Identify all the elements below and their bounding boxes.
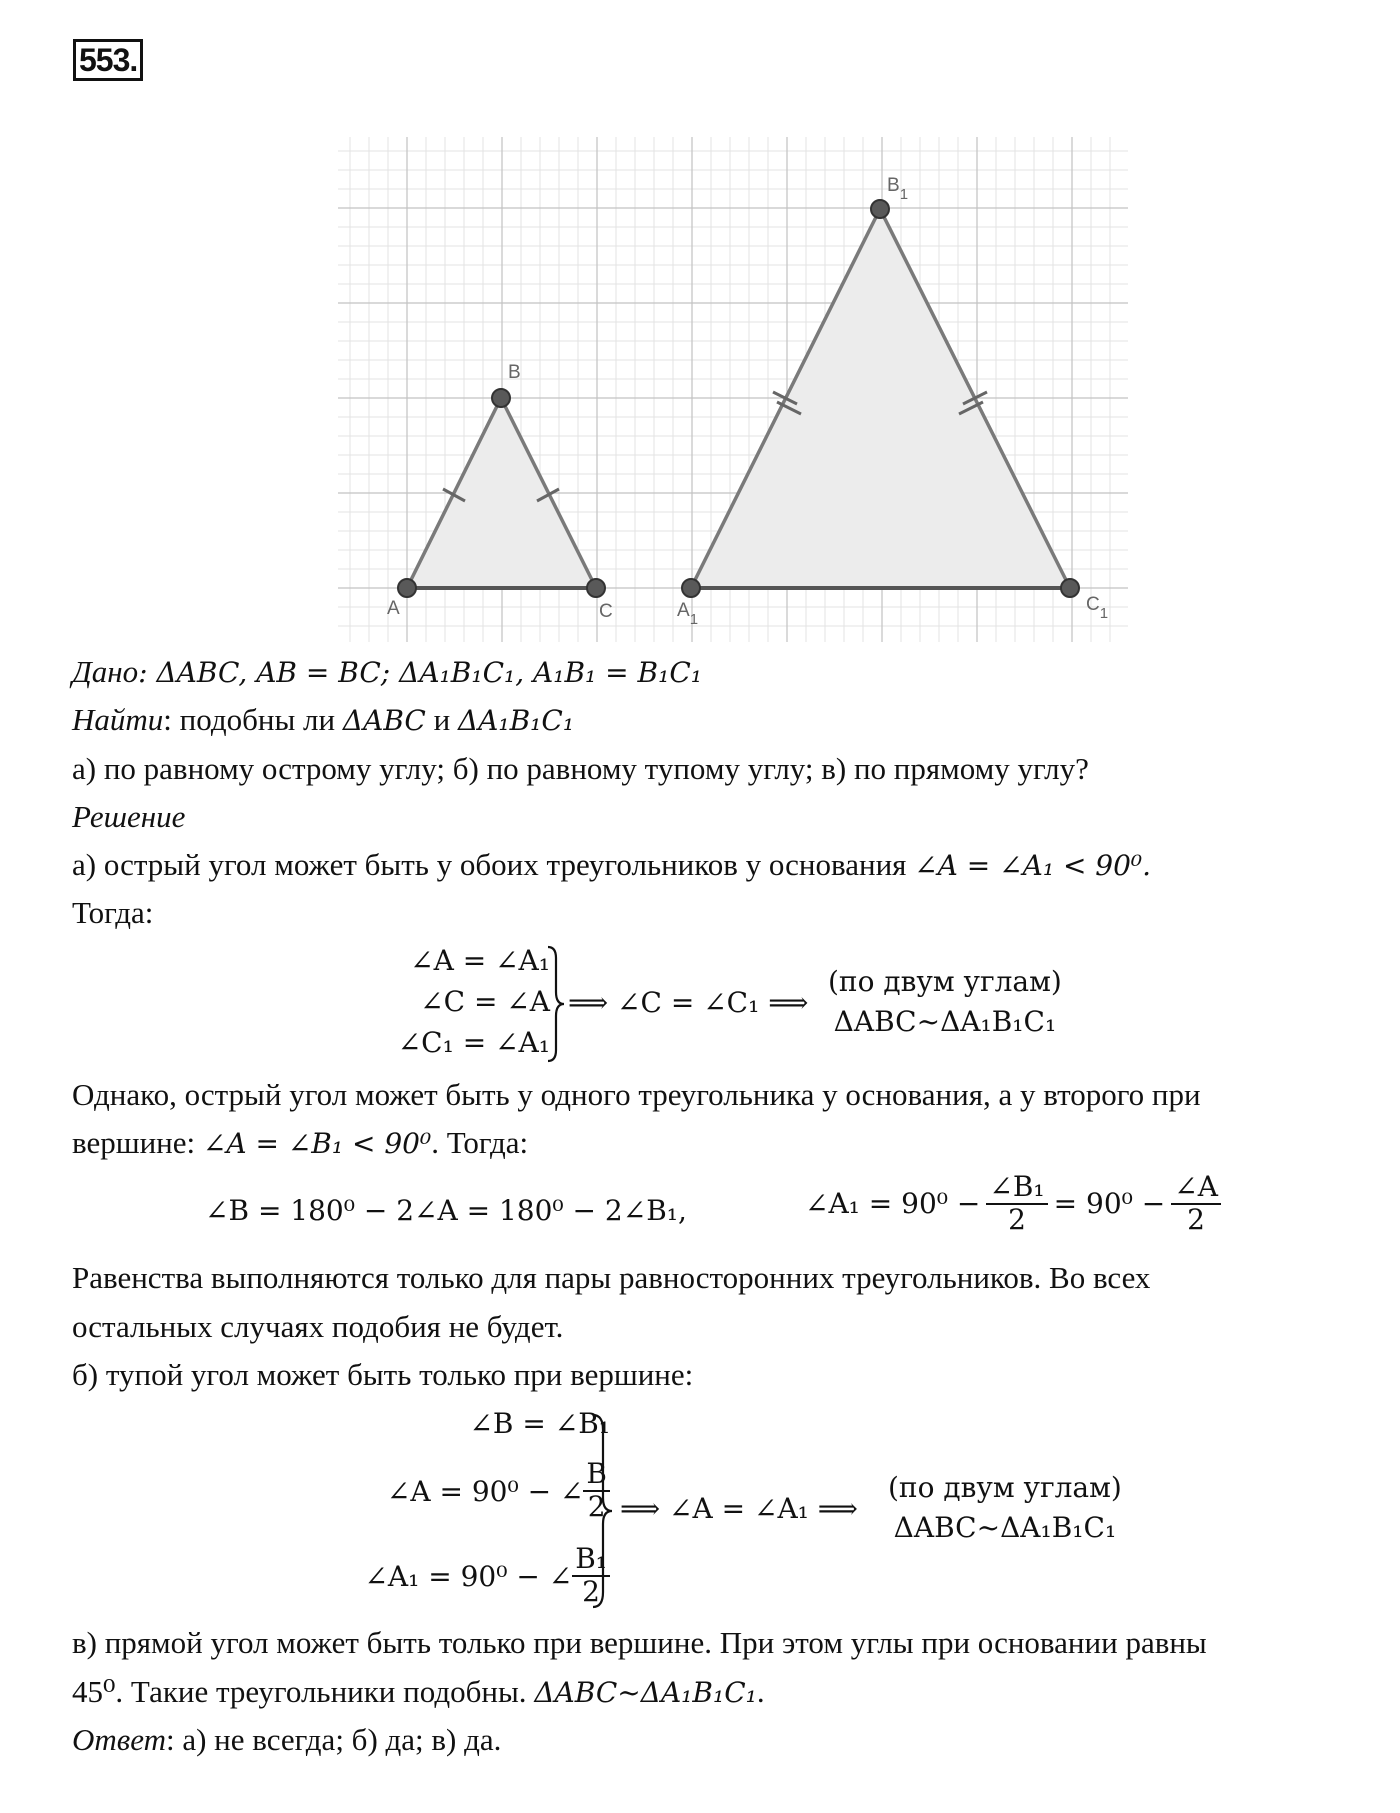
question-line: а) по равному острому углу; б) по равному тупому углу; в) по прямому углу? [72, 751, 1089, 786]
formula-fraction-2 [1171, 1172, 1221, 1236]
system-2-note: (по двум углам) [888, 1471, 1122, 1504]
formula-fraction-1 [986, 1172, 1047, 1236]
system-1-row-1: ∠A = ∠A₁ [410, 944, 550, 977]
part-c-text: 45⁰. Такие треугольники подобны. [72, 1674, 527, 1709]
system-2-result: ΔABC~ΔA₁B₁C₁ [893, 1511, 1117, 1544]
formula-eq: = 90⁰ − [1053, 1187, 1166, 1221]
system-1-result: ΔABC~ΔA₁B₁C₁ [833, 1005, 1057, 1038]
part-c-math: ΔABC~ΔA₁B₁C₁ [534, 1676, 757, 1709]
fraction-2-num: ∠A [1171, 1172, 1221, 1205]
point-a1 [682, 579, 700, 597]
row-3-num: B₁ [572, 1544, 610, 1577]
however-text-a: вершине: [72, 1125, 196, 1160]
point-b1 [871, 200, 889, 218]
however-math: ∠A = ∠B₁ < 90⁰ [202, 1127, 432, 1160]
system-2-row-1: ∠B = ∠B₁ [469, 1407, 610, 1440]
formula-a1 [805, 1172, 1221, 1236]
row-2-den: 2 [587, 1490, 606, 1523]
find-triangle-2: ΔA₁B₁C₁ [457, 704, 575, 737]
find-triangle-1: ΔABC [342, 704, 426, 737]
point-c1 [1061, 579, 1079, 597]
system-1-note: (по двум углам) [828, 965, 1062, 998]
system-1-implies: ⟹ ∠C = ∠C₁ ⟹ [568, 986, 809, 1019]
given-line [72, 653, 702, 692]
however-line-2 [72, 1124, 528, 1163]
row-3-den: 2 [582, 1575, 600, 1608]
system-2-row-2-lhs: ∠A = 90⁰ − ∠ [386, 1474, 584, 1508]
label-b1: $B_1$ [887, 175, 909, 203]
system-2-conclusion [888, 1468, 1122, 1548]
however-line-1: Однако, острый угол может быть у одного треугольника у основания, а у второго при [72, 1077, 1201, 1112]
part-c-line-2 [72, 1673, 765, 1712]
given-text: : ΔABC, AB = BC; ΔA₁B₁C₁, A₁B₁ = B₁C₁ [138, 656, 702, 689]
triangles-figure [0, 0, 1400, 650]
find-line [72, 701, 574, 740]
point-c [587, 579, 605, 597]
system-1-conclusion [828, 962, 1062, 1042]
part-b-line: б) тупой угол может быть только при вершине: [72, 1357, 694, 1392]
label-a1: $A_1$ [677, 600, 699, 628]
system-2-brace [590, 1412, 616, 1610]
system-1-rows [380, 940, 550, 1063]
part-c-end: . [756, 1674, 765, 1709]
part-c-line-1: в) прямой угол может быть только при вершине. При этом углы при основании равны [72, 1625, 1207, 1660]
formula-a1-lhs: ∠A₁ = 90⁰ − [805, 1187, 981, 1221]
label-c: C [599, 601, 613, 622]
find-mid: и [425, 702, 458, 737]
system-2-row-2 [320, 1446, 610, 1536]
find-label: Найти [72, 702, 164, 737]
find-prefix: : подобны ли [163, 702, 343, 737]
system-1-brace [545, 944, 567, 1064]
formula-b-left: ∠B = 180⁰ − 2∠A = 180⁰ − 2∠B₁, [205, 1194, 687, 1227]
label-b: B [508, 362, 521, 383]
point-b [492, 389, 510, 407]
system-2-rows [320, 1402, 610, 1616]
answer-line [72, 1721, 501, 1759]
equality-line-2: остальных случаях подобия не будет. [72, 1309, 564, 1344]
solution-label: Решение [72, 799, 186, 834]
then-label-1: Тогда: [72, 895, 154, 930]
system-1-row-2: ∠C = ∠A [420, 985, 550, 1018]
part-a-text: а) острый угол может быть у обоих треугольников у основания [72, 847, 907, 882]
problem-number: 553. [73, 39, 143, 81]
label-a: A [387, 598, 400, 619]
fraction-2-den: 2 [1187, 1202, 1205, 1236]
equality-line-1: Равенства выполняются только для пары равносторонних треугольников. Во всех [72, 1260, 1151, 1295]
fraction-1-num: ∠B₁ [986, 1172, 1047, 1205]
label-c1: $C_1$ [1086, 594, 1109, 622]
fraction-1-den: 2 [1008, 1202, 1026, 1236]
answer-label: Ответ [72, 1722, 166, 1757]
answer-text: : а) не всегда; б) да; в) да. [165, 1722, 502, 1757]
system-2-row-3-lhs: ∠A₁ = 90⁰ − ∠ [364, 1559, 573, 1593]
part-a-math: ∠A = ∠A₁ < 90⁰. [914, 849, 1152, 882]
part-a-line [72, 846, 1151, 885]
row-2-num: B [583, 1459, 610, 1492]
however-text-b: . Тогда: [431, 1125, 529, 1160]
system-2-implies: ⟹ ∠A = ∠A₁ ⟹ [620, 1492, 858, 1525]
system-1-row-3: ∠C₁ = ∠A₁ [397, 1026, 550, 1059]
given-label: Дано [72, 654, 139, 689]
system-2-row-3 [320, 1536, 610, 1616]
point-a [398, 579, 416, 597]
